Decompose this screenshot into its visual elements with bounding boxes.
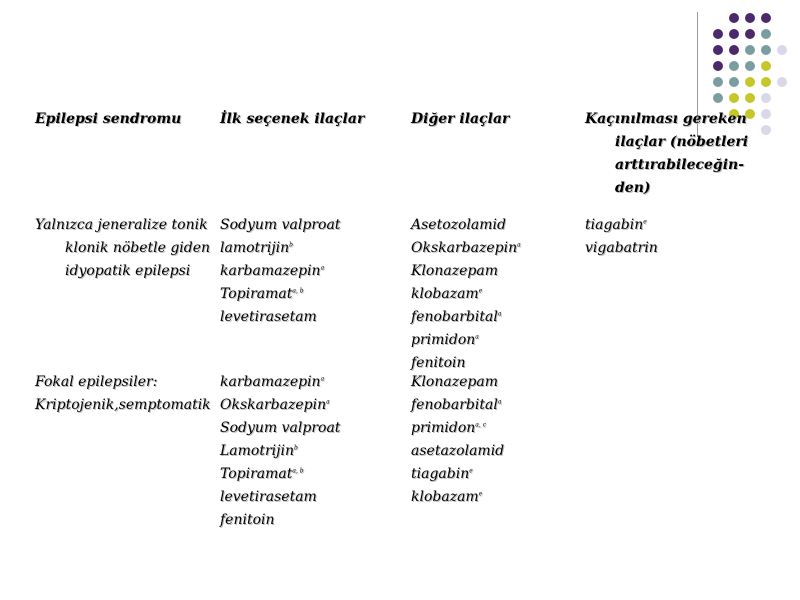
decorative-dot xyxy=(761,77,771,87)
syndrome-line: Fokal epilepsiler: xyxy=(35,374,158,390)
drug-name: fenitoin xyxy=(220,512,275,528)
drug-item xyxy=(411,417,504,440)
row-1-avoid-list xyxy=(585,214,658,260)
decorative-dot xyxy=(729,45,739,55)
drug-name: klobazam xyxy=(411,489,479,505)
drug-item xyxy=(411,394,504,417)
row-1-syndrome xyxy=(35,214,210,283)
decorative-dot xyxy=(745,45,755,55)
drug-item xyxy=(411,214,521,237)
drug-name: fenobarbital xyxy=(411,309,498,325)
drug-name: levetirasetam xyxy=(220,309,317,325)
decorative-dot xyxy=(745,77,755,87)
decorative-dot xyxy=(761,61,771,71)
drug-footnote-marker: e xyxy=(469,467,473,475)
row-1-first-choice-list xyxy=(220,214,340,329)
drug-name: vigabatrin xyxy=(585,240,658,256)
drug-footnote-marker: a xyxy=(497,398,502,406)
drug-name: karbamazepin xyxy=(220,374,321,390)
drug-footnote-marker: a xyxy=(475,333,479,341)
decorative-dot xyxy=(761,93,771,103)
drug-name: Okskarbazepin xyxy=(220,397,327,413)
drug-footnote-marker: a, b xyxy=(292,467,304,475)
syndrome-line: Kriptojenik,semptomatik xyxy=(35,397,211,413)
row-2-first-choice-list xyxy=(220,371,340,532)
decorative-dot xyxy=(761,29,771,39)
drug-item xyxy=(220,394,340,417)
drug-name: klobazam xyxy=(411,286,479,302)
drug-item xyxy=(220,237,340,260)
drug-footnote-marker: a, c xyxy=(475,421,487,429)
drug-item xyxy=(220,440,340,463)
drug-footnote-marker: e xyxy=(478,490,483,498)
drug-item xyxy=(220,214,340,237)
header-other: Diğer ilaçlar xyxy=(411,111,510,127)
drug-item xyxy=(585,214,658,237)
drug-name: fenobarbital xyxy=(411,397,498,413)
decorative-dot xyxy=(713,93,723,103)
decorative-dot xyxy=(729,29,739,39)
drug-footnote-marker: b xyxy=(293,444,298,452)
drug-item xyxy=(411,463,504,486)
drug-item xyxy=(220,486,340,509)
decorative-dot xyxy=(761,109,771,119)
drug-name: Klonazepam xyxy=(411,263,498,279)
header-avoid xyxy=(585,108,748,200)
drug-item xyxy=(411,486,504,509)
syndrome-line: idyopatik epilepsi xyxy=(65,263,191,279)
header-avoid-line: den) xyxy=(615,180,651,196)
decorative-dot xyxy=(745,61,755,71)
decorative-dot xyxy=(713,29,723,39)
drug-item xyxy=(585,237,658,260)
drug-name: tiagabin xyxy=(411,466,470,482)
decorative-dot xyxy=(713,77,723,87)
drug-name: fenitoin xyxy=(411,355,466,371)
decorative-dot xyxy=(713,45,723,55)
drug-name: levetirasetam xyxy=(220,489,317,505)
drug-footnote-marker: b xyxy=(289,241,294,249)
drug-item xyxy=(411,371,504,394)
decorative-dot xyxy=(729,61,739,71)
drug-name: Lamotrijin xyxy=(220,443,294,459)
drug-footnote-marker: a xyxy=(326,398,330,406)
header-avoid-line: arttırabileceğin- xyxy=(615,157,745,173)
drug-name: primidon xyxy=(411,332,476,348)
drug-name: lamotrijin xyxy=(220,240,290,256)
drug-footnote-marker: a, b xyxy=(292,287,304,295)
drug-item xyxy=(220,371,340,394)
drug-name: Klonazepam xyxy=(411,374,498,390)
drug-name: primidon xyxy=(411,420,476,436)
decorative-dot xyxy=(729,77,739,87)
drug-footnote-marker: a xyxy=(497,310,502,318)
decorative-dot xyxy=(745,29,755,39)
decorative-dot xyxy=(729,93,739,103)
row-1-other-list xyxy=(411,214,521,375)
syndrome-line: klonik nöbetle giden xyxy=(65,240,211,256)
drug-item xyxy=(220,306,340,329)
drug-name: Asetozolamid xyxy=(411,217,506,233)
drug-footnote-marker: e xyxy=(643,218,647,226)
drug-footnote-marker: e xyxy=(478,287,483,295)
decorative-dot xyxy=(761,125,771,135)
decorative-dot xyxy=(745,13,755,23)
drug-footnote-marker: a xyxy=(517,241,521,249)
drug-name: Topiramat xyxy=(220,466,293,482)
drug-item xyxy=(220,260,340,283)
drug-item xyxy=(411,237,521,260)
row-2-other-list xyxy=(411,371,504,509)
drug-name: tiagabin xyxy=(585,217,644,233)
drug-name: asetazolamid xyxy=(411,443,505,459)
header-avoid-line: ilaçlar (nöbetleri xyxy=(615,134,749,150)
drug-name: Sodyum valproat xyxy=(220,420,341,436)
drug-footnote-marker: a xyxy=(320,264,325,272)
drug-footnote-marker: a xyxy=(320,375,325,383)
drug-name: Okskarbazepin xyxy=(411,240,518,256)
decorative-dot xyxy=(729,13,739,23)
drug-name: Topiramat xyxy=(220,286,293,302)
drug-item xyxy=(220,463,340,486)
row-2-syndrome xyxy=(35,371,211,417)
header-syndrome: Epilepsi sendromu xyxy=(35,111,182,127)
drug-name: Sodyum valproat xyxy=(220,217,341,233)
drug-item xyxy=(220,283,340,306)
drug-item xyxy=(411,260,521,283)
drug-item xyxy=(411,306,521,329)
drug-item xyxy=(411,329,521,352)
header-first-choice: İlk seçenek ilaçlar xyxy=(220,111,365,127)
decorative-dot xyxy=(761,45,771,55)
decorative-dot xyxy=(777,45,787,55)
drug-name: karbamazepin xyxy=(220,263,321,279)
drug-item xyxy=(220,509,340,532)
drug-item xyxy=(411,440,504,463)
decorative-dot xyxy=(713,61,723,71)
drug-item xyxy=(411,283,521,306)
decorative-dot xyxy=(761,13,771,23)
drug-item xyxy=(220,417,340,440)
header-avoid-line: Kaçınılması gereken xyxy=(585,111,747,127)
decorative-dot xyxy=(777,77,787,87)
syndrome-line: Yalnızca jeneralize tonik xyxy=(35,217,208,233)
decorative-dot xyxy=(745,93,755,103)
